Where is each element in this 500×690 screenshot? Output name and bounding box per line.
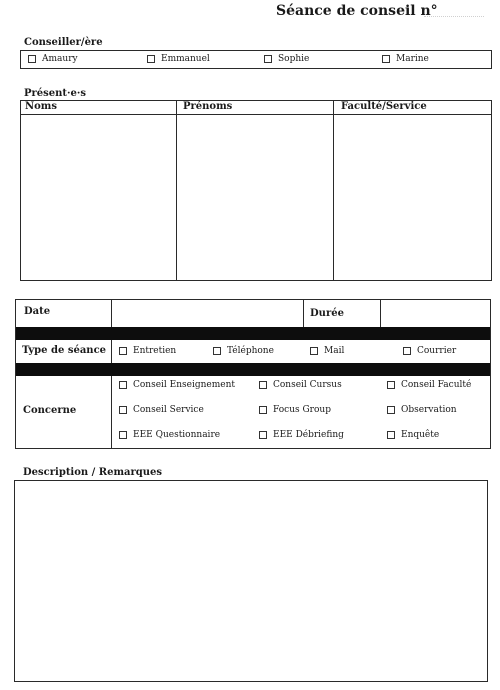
noms-field[interactable] xyxy=(23,116,173,278)
checkbox-enquete[interactable]: Enquête xyxy=(387,430,439,440)
checkbox-courrier[interactable]: Courrier xyxy=(403,346,456,356)
conseiller-box xyxy=(20,50,492,69)
column-divider xyxy=(333,101,334,280)
checkbox-marine[interactable]: Marine xyxy=(382,54,429,64)
column-divider xyxy=(176,101,177,280)
duree-divider-left xyxy=(303,300,304,327)
checkbox-emmanuel[interactable]: Emmanuel xyxy=(147,54,210,64)
duree-field[interactable] xyxy=(382,301,488,325)
presents-table xyxy=(20,100,492,281)
checkbox-amaury[interactable]: Amaury xyxy=(28,54,78,64)
checkbox-square-icon xyxy=(387,406,395,414)
type-seance-label: Type de séance xyxy=(22,345,107,356)
checkbox-square-icon xyxy=(147,55,155,63)
checkbox-square-icon xyxy=(403,347,411,355)
date-divider xyxy=(111,300,112,327)
presents-header-divider xyxy=(21,114,491,115)
header-prenoms: Prénoms xyxy=(183,101,233,112)
checkbox-square-icon xyxy=(259,431,267,439)
session-table xyxy=(15,299,491,449)
date-label: Date xyxy=(24,306,51,317)
prenoms-field[interactable] xyxy=(179,116,330,278)
checkbox-mail[interactable]: Mail xyxy=(310,346,344,356)
duree-label: Durée xyxy=(310,308,344,319)
checkbox-square-icon xyxy=(119,431,127,439)
checkbox-observation[interactable]: Observation xyxy=(387,405,457,415)
separator-band xyxy=(16,327,490,340)
checkbox-conseil-service[interactable]: Conseil Service xyxy=(119,405,204,415)
duree-divider-right xyxy=(380,300,381,327)
checkbox-telephone[interactable]: Téléphone xyxy=(213,346,274,356)
checkbox-eee-debriefing[interactable]: EEE Débriefing xyxy=(259,430,344,440)
checkbox-square-icon xyxy=(259,381,267,389)
checkbox-square-icon xyxy=(28,55,36,63)
concerne-label: Concerne xyxy=(23,405,77,416)
type-divider xyxy=(111,340,112,363)
checkbox-square-icon xyxy=(310,347,318,355)
checkbox-conseil-faculte[interactable]: Conseil Faculté xyxy=(387,380,471,390)
checkbox-square-icon xyxy=(387,431,395,439)
checkbox-square-icon xyxy=(119,406,127,414)
checkbox-square-icon xyxy=(213,347,221,355)
checkbox-square-icon xyxy=(387,381,395,389)
description-label: Description / Remarques xyxy=(23,467,163,478)
header-noms: Noms xyxy=(25,101,58,112)
checkbox-square-icon xyxy=(382,55,390,63)
title-number-line xyxy=(424,16,484,17)
checkbox-focus-group[interactable]: Focus Group xyxy=(259,405,331,415)
page-title: Séance de conseil n° xyxy=(276,3,438,19)
conseiller-label: Conseiller/ère xyxy=(24,37,103,48)
separator-band xyxy=(16,363,490,376)
checkbox-square-icon xyxy=(119,347,127,355)
checkbox-conseil-cursus[interactable]: Conseil Cursus xyxy=(259,380,342,390)
concerne-divider xyxy=(111,376,112,448)
checkbox-square-icon xyxy=(119,381,127,389)
checkbox-conseil-enseignement[interactable]: Conseil Enseignement xyxy=(119,380,235,390)
faculte-service-field[interactable] xyxy=(336,116,489,278)
checkbox-entretien[interactable]: Entretien xyxy=(119,346,176,356)
checkbox-eee-questionnaire[interactable]: EEE Questionnaire xyxy=(119,430,220,440)
description-field[interactable] xyxy=(14,480,488,682)
header-faculte-service: Faculté/Service xyxy=(341,101,427,112)
checkbox-square-icon xyxy=(264,55,272,63)
checkbox-sophie[interactable]: Sophie xyxy=(264,54,309,64)
presents-label: Présent·e·s xyxy=(24,88,86,99)
date-field[interactable] xyxy=(113,301,300,325)
checkbox-square-icon xyxy=(259,406,267,414)
